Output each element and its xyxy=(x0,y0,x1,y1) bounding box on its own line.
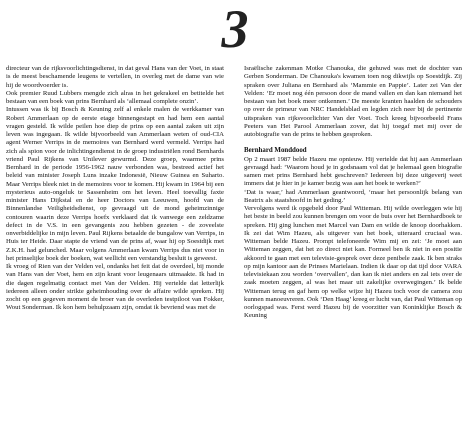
left-paragraph-1: directeur van de rijksvoorlichtingsdienst, in dat geval Hans van der Voet, in staat is de meest beschamende leugens te vertellen, in overleg met de dame van wie hij de woordvoerder is. xyxy=(6,65,224,89)
left-paragraph-4: Ik vroeg of Rien van der Velden vel, ondanks het feit dat de overdeel, bij monde van Hans van der Voet, hem en zijn krant voor leugenaars uitmaakte. Ik had in die dagen regelmatig contact met Van der Velden. Hij vertelde dat letterlijk iedereen alleen onder strikte geheimhouding over de affaire wilde spreken. Hij zocht op een gegeven moment de broer van de overleden testpiloot van Fokker, Wout Sonderman. Ik kon hem behulpzaam zijn, omdat ik bevriend was met de xyxy=(6,263,224,312)
section-paragraph-2: ‘Dat is waar,’ had Ammerlaan geantwoord, ‘maar het persoonlijk belang van Beatrix als staatshoofd in het geding.’ xyxy=(244,188,462,204)
left-column xyxy=(6,65,224,429)
right-column xyxy=(244,65,462,429)
section-paragraph-1: Op 2 maart 1987 belde Hazeu me opnieuw. Hij vertelde dat hij aan Ammerlaan gevraagd had: ‘Waarom houd je in godsnaam vol dat je helemaal geen biografie samen met prins Bernhard hebt geschreven? Iedereen bij deze uitgeverij weet immers dat je hier in je kamer bezig was aan het boek te werken?’ xyxy=(244,155,462,188)
section-paragraph-3: Vervolgens werd ik opgebeld door Paul Witteman. Hij wilde overleggen wie hij het beste in beeld zou kunnen brengen om voor de buis over het Bernhardboek te spreken. Hij ging lunchen met Marcel van Dam en wilde de knoop doorhakken. Ik zei dat Wim Hazeu, als uitgever van het boek, uiteraard cruciaal was. Witteman belde Hazeu. Prompt telefoneerde Wim mij en zei: ‘Je moet aan Witteman zeggen, dat het zo direct niet kan. Formeel ben ik niet in een positie akkoord te gaan met een televisie-gesprek over deze penibele zaak. Ik ben straks op mijn kantoor aan de Prinses Marielaan. Indien ik daar op dat tijd door VARA televisiekaan zou worden ‘overvallen’, dan kan ik niet anders en zal iets over de zaak moeten zeggen, al was het maar uit zakelijke overwegingen.’ Ik belde Witteman terug en gaf hem op welke wijze hij Hazeu toch voor de camera zou kunnen manoeuvreren. Ook ‘Den Haag’ kreeg er lucht van, dat Paul Witteman op oorlogspad was. Ferst werd Hazeu bij de voorzitter van Koninklijke Bosch & Keuning xyxy=(244,205,462,320)
section-heading: Bernhard Monddood xyxy=(244,147,307,155)
chapter-number: 3 xyxy=(221,0,249,59)
right-paragraph-1: Israëlische zakenman Motke Chanouka, die gehuwd was met de dochter van Gerben Sonderman. De Chanouka's kwamen toen nog dikwijls op Soestdijk. Zij spraken over Juliana en Bernhard als ‘Mammie en Pappie’. Later zei Van der Velden: ‘Er moet nog één persoon door de mand vallen en dan kan niemand het bestaan van het boek meer ontkennen.’ De meeste kranten haalden de schouders op over de primeur van NRC Handelsblad en legden zich neer bij de pertinente uitspraken van rijksvoorlichter Van der Voet. Toch kreeg bijvoorbeeld Frans Peeters van Het Parool Ammerlaan zover, dat hij toegaf met mij over de autobiografie van de prins te hebben gesproken. xyxy=(244,65,462,138)
left-paragraph-2: Ook premier Ruud Lubbers mengde zich alras in het gekrakeel en betitelde het bestaan van een boek van prins Bernhard als ‘allemaal complete onzin’. xyxy=(6,89,224,105)
left-paragraph-3: Intussen was ik bij Bosch & Keuning zelf al enkele malen de werkkamer van Robert Ammerlaan op de eerste etage binnengestapt en had hem een aantal vragen gesteld. Ik wilde peilen hoe diep de prins op een aantal zaken uit zijn leven was ingegaan. Ik wilde bijvoorbeeld van Ammerlaan weten of oud-CIA agent Werner Verrips in de memoires van Bernhard werd vermeld. Verrips had zich als spion voor de inlichtingendienst in de groep industriëlen rond Bernhards vriend Paul Rijkens van Unilever gewurmd. Deze groep, waarmee prins Bernhard in de periode 1956-1962 nauw verbonden was, bestreed actief het beleid van minister Joseph Luns inzake Indonesië, Nieuw Guinea en Suharto. Maar Verrips bleek niet in de memoires voor te komen. Hij kwam in 1964 bij een mysterieus auto-ongeluk te Sassenheim om het leven. Heel toevallig faxte minister Hans Dijkstal en de heer Doctors van Leeuwen, hoofd van de Binnenlandse Veiligheidsdienst, op gevraagd uit de mond geheimzinnige contouren waarin deze Verrips hoefx verklaard dat ik vanwege een zeldzame defect in de V.S. in een gevangenis zou hebben gezeten - de zoveelste onverbiddelijke in mijn leven. Paul Rijkens betaalde de bungalow van Verrips, in Huis ter Heide. Daar stapte de vriend van de prins af, waar hij op Soestdijk met Z.K.H. had gelunched. Maar volgens Ammerlaan kwam Verrips dus niet voor in het prinselijke boek der boeken, wat wellicht een verstandig besluit is geweest. xyxy=(6,106,224,262)
